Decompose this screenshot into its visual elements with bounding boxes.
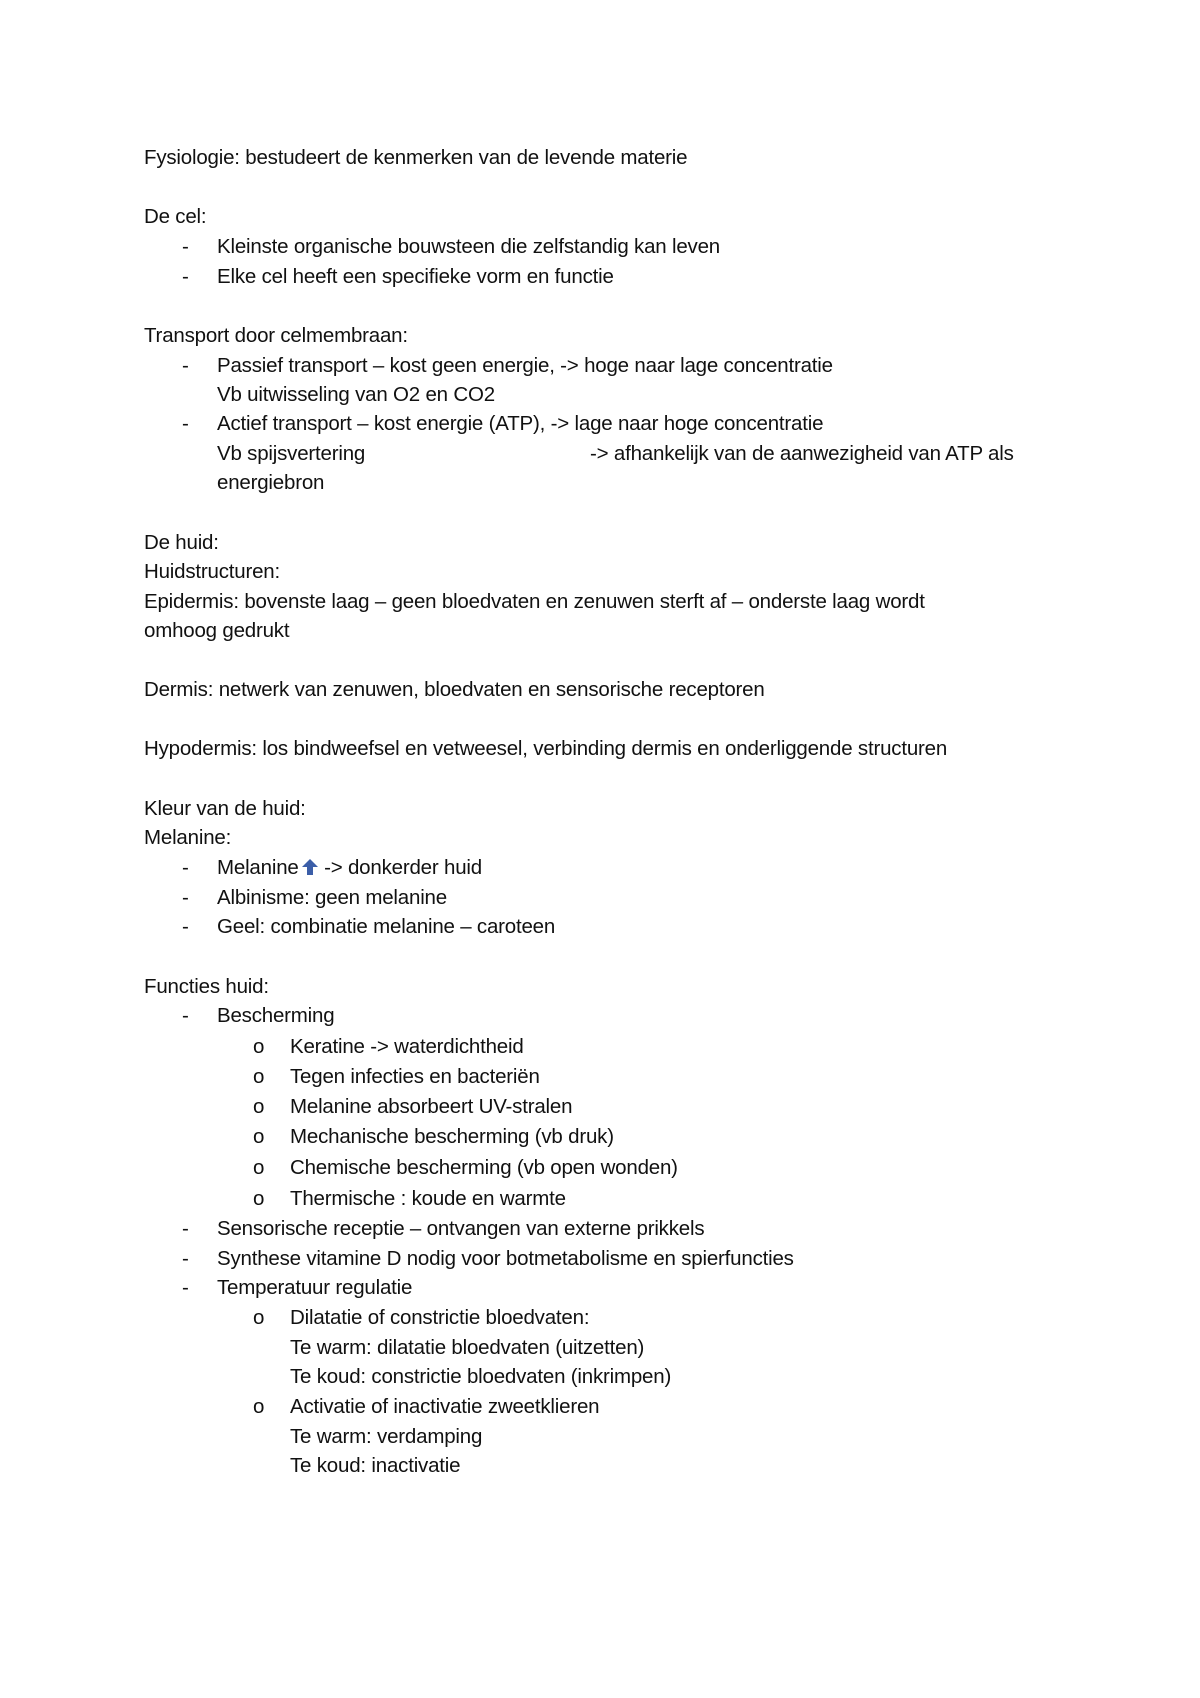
bullet-dash: - bbox=[182, 915, 189, 938]
transport-actief-line1: Actief transport – kost energie (ATP), -> lage naar hoge concentratie bbox=[217, 412, 824, 435]
bullet-circle: o bbox=[253, 1156, 265, 1179]
cel-item-1: Kleinste organische bouwsteen die zelfstandig kan leven bbox=[217, 235, 720, 258]
bescherming-sub-2: Tegen infecties en bacteriën bbox=[290, 1065, 540, 1088]
bullet-circle: o bbox=[253, 1035, 265, 1058]
functies-bescherming: Bescherming bbox=[217, 1004, 335, 1027]
activatie-line3: Te koud: inactivatie bbox=[290, 1454, 461, 1477]
transport-actief-line3: energiebron bbox=[217, 471, 325, 494]
bescherming-sub-5: Chemische bescherming (vb open wonden) bbox=[290, 1156, 678, 1179]
cel-heading: De cel: bbox=[144, 205, 207, 228]
transport-heading: Transport door celmembraan: bbox=[144, 324, 408, 347]
functies-synthese: Synthese vitamine D nodig voor botmetabolisme en spierfuncties bbox=[217, 1247, 794, 1270]
functies-sensorisch: Sensorische receptie – ontvangen van externe prikkels bbox=[217, 1217, 705, 1240]
activatie-line1: Activatie of inactivatie zweetklieren bbox=[290, 1395, 600, 1418]
bullet-circle: o bbox=[253, 1095, 265, 1118]
kleur-item-1-label: Melanine bbox=[217, 856, 299, 879]
transport-passief-line2: Vb uitwisseling van O2 en CO2 bbox=[217, 383, 495, 406]
kleur-item-1-rest: -> donkerder huid bbox=[318, 856, 482, 879]
bullet-circle: o bbox=[253, 1125, 265, 1148]
activatie-line2: Te warm: verdamping bbox=[290, 1425, 483, 1448]
huid-structuren: Huidstructuren: bbox=[144, 560, 281, 583]
document-title: Fysiologie: bestudeert de kenmerken van de levende materie bbox=[144, 146, 688, 169]
bullet-circle: o bbox=[253, 1306, 265, 1329]
kleur-heading: Kleur van de huid: bbox=[144, 797, 306, 820]
bullet-dash: - bbox=[182, 1276, 189, 1299]
bescherming-sub-6: Thermische : koude en warmte bbox=[290, 1187, 566, 1210]
bescherming-sub-3: Melanine absorbeert UV-stralen bbox=[290, 1095, 573, 1118]
bescherming-sub-1: Keratine -> waterdichtheid bbox=[290, 1035, 524, 1058]
kleur-item-1 bbox=[217, 854, 482, 882]
dilatatie-line1: Dilatatie of constrictie bloedvaten: bbox=[290, 1306, 590, 1329]
epidermis-line2: omhoog gedrukt bbox=[144, 619, 290, 642]
transport-actief-line2b: -> afhankelijk van de aanwezigheid van ATP als bbox=[590, 442, 1014, 465]
kleur-item-2: Albinisme: geen melanine bbox=[217, 886, 447, 909]
dermis-line: Dermis: netwerk van zenuwen, bloedvaten en sensorische receptoren bbox=[144, 678, 765, 701]
transport-actief-line2a: Vb spijsvertering bbox=[217, 442, 366, 465]
bullet-dash: - bbox=[182, 886, 189, 909]
bullet-dash: - bbox=[182, 265, 189, 288]
bullet-dash: - bbox=[182, 856, 189, 879]
up-arrow-icon bbox=[301, 858, 319, 876]
bullet-circle: o bbox=[253, 1395, 265, 1418]
bullet-dash: - bbox=[182, 1217, 189, 1240]
kleur-item-3: Geel: combinatie melanine – caroteen bbox=[217, 915, 556, 938]
huid-heading: De huid: bbox=[144, 531, 219, 554]
bullet-dash: - bbox=[182, 1247, 189, 1270]
transport-passief-line1: Passief transport – kost geen energie, -> hoge naar lage concentratie bbox=[217, 354, 833, 377]
dilatatie-line2: Te warm: dilatatie bloedvaten (uitzetten) bbox=[290, 1336, 645, 1359]
functies-heading: Functies huid: bbox=[144, 975, 269, 998]
hypodermis-line: Hypodermis: los bindweefsel en vetweesel, verbinding dermis en onderliggende structuren bbox=[144, 737, 948, 760]
bullet-dash: - bbox=[182, 412, 189, 435]
bullet-dash: - bbox=[182, 1004, 189, 1027]
bullet-circle: o bbox=[253, 1187, 265, 1210]
epidermis-line1: Epidermis: bovenste laag – geen bloedvaten en zenuwen sterft af – onderste laag wordt bbox=[144, 590, 925, 613]
bescherming-sub-4: Mechanische bescherming (vb druk) bbox=[290, 1125, 614, 1148]
bullet-dash: - bbox=[182, 354, 189, 377]
functies-temperatuur: Temperatuur regulatie bbox=[217, 1276, 413, 1299]
melanine-heading: Melanine: bbox=[144, 826, 232, 849]
dilatatie-line3: Te koud: constrictie bloedvaten (inkrimpen) bbox=[290, 1365, 672, 1388]
cel-item-2: Elke cel heeft een specifieke vorm en functie bbox=[217, 265, 614, 288]
bullet-dash: - bbox=[182, 235, 189, 258]
bullet-circle: o bbox=[253, 1065, 265, 1088]
